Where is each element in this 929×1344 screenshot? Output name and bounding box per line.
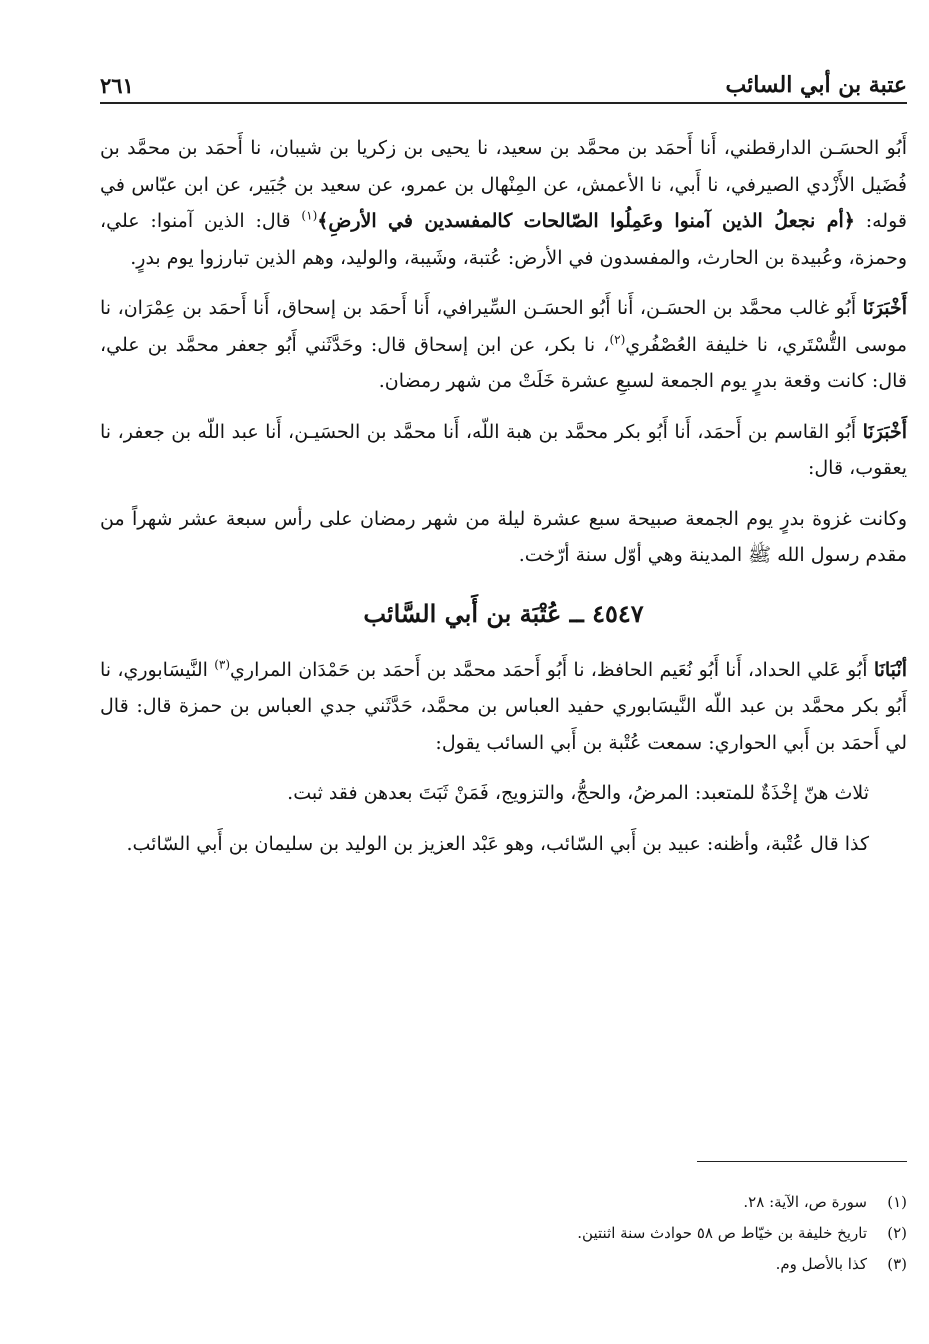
paragraph-text: أَبُو غالب محمَّد بن الحسَـن، أَنا أَبُو الحسَـن السِّيرافي، أَنا أَحمَد بن إسحاق، أَنا أَحمَد بن عِمْرَان، نا موسى التُّسْتَري، نا خليفة العُصْفُري <box>100 297 908 356</box>
paragraph-4 <box>100 501 907 574</box>
paragraph-text: أَبُو عَلي الحداد، أَنا أَبُو نُعَيم الحافظ، نا أَبُو أَحمَد محمَّد بن أَحمَد بن حَمْدَان المراري <box>230 658 874 681</box>
entry-paragraph-2 <box>100 775 907 812</box>
footnotes <box>100 1187 907 1280</box>
running-header <box>100 68 907 104</box>
transmission-lead-word: أَخْبَرَنَا <box>862 297 907 319</box>
paragraph-1 <box>100 130 907 276</box>
paragraph-text: أَبُو الحسَـن الدارقطني، أَنا أَحمَد بن محمَّد بن سعيد، نا يحيى بن زكريا بن شيبان، نا أَحمَد بن محمَّد بن فُضَيل الأَزْدي الصيرفي، نا أَبي، نا الأعمش، عن المِنْهال بن عمرو، عن سعيد بن جُبَير، عن ابن عبّاس في قوله: <box>100 137 907 232</box>
paragraph-3 <box>100 414 907 487</box>
footnote-number: (١) <box>887 1193 907 1211</box>
entry-paragraph-3 <box>100 826 907 863</box>
paragraph-text: أَبُو القاسم بن أَحمَد، أَنا أَبُو بكر محمَّد بن هبة اللّه، أَنا محمَّد بن الحسَيـن، أَنا عبد اللّه بن جعفر، نا يعقوب، قال: <box>100 420 907 479</box>
paragraph-2 <box>100 290 907 400</box>
footnote <box>100 1249 907 1280</box>
footnote-text: كذا بالأصل وم. <box>775 1255 867 1273</box>
paragraph-text: ثلاث هنّ إخْذَةٌ للمتعبد: المرضُ، والحجُّ، والتزويج، فَمَنْ ثَبَتَ بعدهن فقد ثبت. <box>287 782 869 804</box>
footnote-divider <box>697 1161 907 1162</box>
paragraph-text: وكانت غزوة بدرٍ يوم الجمعة صبيحة سبع عشرة ليلة من شهر رمضان على رأس سبعة عشر شهراً من مقدم رسول الله ﷺ المدينة وهي أوّل سنة أرّخت. <box>100 507 907 566</box>
footnote-text: سورة ص، الآية: ٢٨. <box>743 1193 867 1211</box>
paragraph-text-continued: ، نا بكر، عن ابن إسحاق قال: وحَدَّثَني أَبُو جعفر محمَّد بن علي، قال: كانت وقعة بدرٍ يوم الجمعة لسبعِ عشرة خَلَتْ من شهر رمضان. <box>100 333 907 392</box>
footnote-ref: (٣) <box>214 657 231 672</box>
paragraph-text-continued: النَّيسَابوري، نا أَبُو بكر محمَّد بن عبد اللّه النَّيسَابوري حفيد العباس بن محمَّد، حَدَّثَني جدي العباس بن حمزة قال: قال لي أَحمَد بن أَبي الحواري: سمعت عُتْبة بن أَبي السائب يقول: <box>100 658 907 754</box>
footnote-number: (٣) <box>887 1255 907 1273</box>
footnote <box>100 1218 907 1249</box>
paragraph-text: كذا قال عُتْبة، وأظنه: عبيد بن أَبي السّائب، وهو عَبْد العزيز بن الوليد بن سليمان بن أَبي السّائب. <box>126 832 869 855</box>
running-title: عتبة بن أبي السائب <box>725 72 907 98</box>
footnote-ref: (١) <box>301 208 318 223</box>
footnote-ref: (٢) <box>609 332 626 347</box>
entry-paragraph-1 <box>100 652 907 762</box>
footnote <box>100 1187 907 1218</box>
footnote-text: تاريخ خليفة بن خيّاط ص ٥٨ حوادث سنة اثنتين. <box>577 1224 867 1242</box>
transmission-lead-word: أَخْبَرَنَا <box>862 420 907 443</box>
paragraph-text-continued: قال: الذين آمنوا: علي، وحمزة، وعُبيدة بن الحارث، والمفسدون في الأرض: عُتبة، وشَيبة، والوليد، وهم الذين تبارزوا يوم بدرٍ. <box>100 210 907 269</box>
entry-heading: ٤٥٤٧ ــ عُتْبَة بن أَبي السَّائب <box>363 598 644 628</box>
quran-quote: ﴿أم نجعلُ الذين آمنوا وعَمِلُوا الصّالحات كالمفسدين في الأرضِ﴾ <box>317 210 855 232</box>
footnote-number: (٢) <box>887 1224 907 1242</box>
page-number: ٢٦١ <box>100 73 134 98</box>
main-text <box>100 130 907 876</box>
transmission-lead-word: أنْبَانَا <box>873 658 907 681</box>
